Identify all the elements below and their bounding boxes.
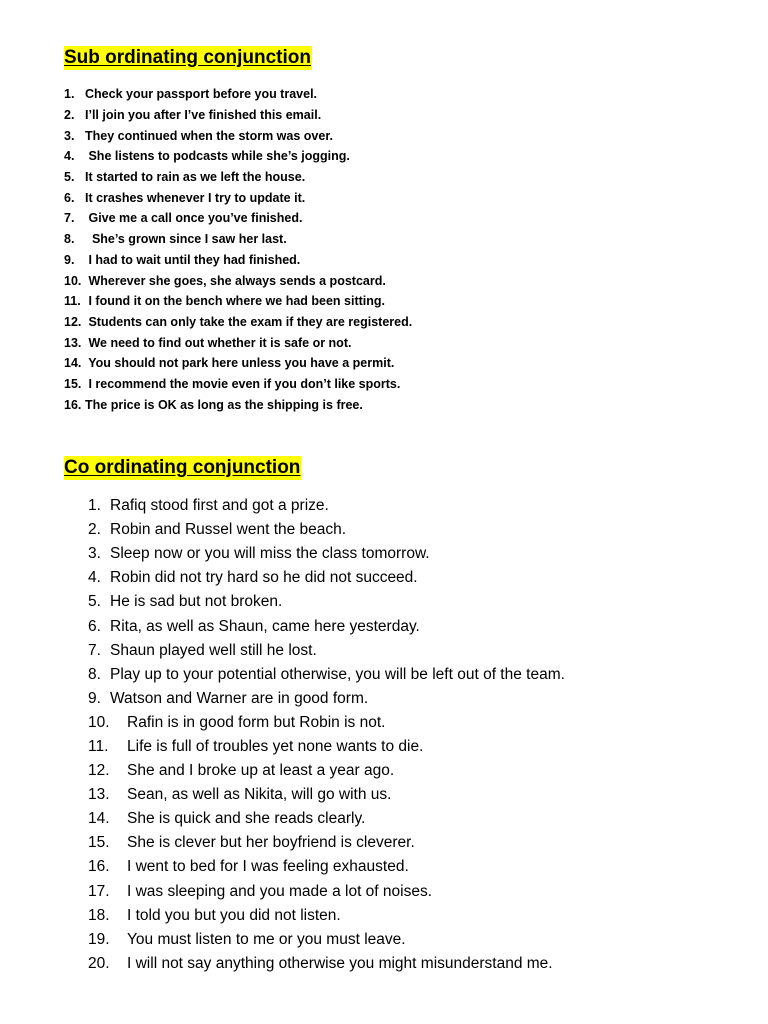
item-number: 3.: [88, 545, 101, 563]
item-number: 19.: [88, 930, 110, 948]
item-text: I told you but you did not listen.: [127, 906, 341, 924]
item-number: 13.: [88, 786, 110, 804]
item-text: Wherever she goes, she always sends a postcard.: [85, 273, 386, 288]
item-text: She and I broke up at least a year ago.: [127, 762, 395, 780]
item-text: I will not say anything otherwise you might misunderstand me.: [127, 954, 553, 972]
list-item: [88, 518, 565, 542]
item-number: 4.: [64, 149, 75, 164]
item-text: I went to bed for I was feeling exhausted.: [127, 858, 409, 876]
list-item: [88, 711, 565, 735]
item-number: 12.: [64, 314, 82, 329]
item-number: 17.: [88, 882, 110, 900]
item-text: Rita, as well as Shaun, came here yesterday.: [110, 617, 420, 635]
list-item: [64, 208, 412, 229]
item-number: 9.: [64, 252, 75, 267]
item-text: You must listen to me or you must leave.: [127, 930, 406, 948]
item-text: We need to find out whether it is safe or not.: [85, 335, 352, 350]
subordinating-list: [64, 84, 412, 415]
list-item: [64, 146, 412, 167]
list-item: [88, 783, 565, 807]
item-text: You should not park here unless you have a permit.: [85, 356, 395, 371]
list-item: [64, 312, 412, 333]
list-item: [88, 807, 565, 831]
item-number: 11.: [88, 737, 109, 755]
list-item: [88, 494, 565, 518]
list-item: [88, 542, 565, 566]
item-text: She is clever but her boyfriend is cleverer.: [127, 834, 415, 852]
item-text: I found it on the bench where we had been sitting.: [85, 294, 386, 309]
coordinating-list: [88, 494, 565, 976]
item-number: 2.: [64, 108, 75, 123]
item-number: 3.: [64, 128, 75, 143]
item-number: 4.: [88, 569, 101, 587]
item-number: 7.: [88, 641, 101, 659]
list-item: [88, 952, 565, 976]
item-text: Robin did not try hard so he did not succeed.: [110, 569, 418, 587]
item-text: Robin and Russel went the beach.: [110, 521, 347, 539]
list-item: [64, 125, 412, 146]
list-item: [88, 855, 565, 879]
item-text: She is quick and she reads clearly.: [127, 810, 366, 828]
item-text: They continued when the storm was over.: [85, 128, 333, 143]
list-item: [64, 105, 412, 126]
list-item: [88, 880, 565, 904]
item-number: 8.: [88, 665, 101, 683]
list-item: [64, 167, 412, 188]
item-number: 6.: [88, 617, 101, 635]
item-number: 14.: [64, 356, 82, 371]
item-text: The price is OK as long as the shipping is free.: [85, 397, 363, 412]
item-text: I was sleeping and you made a lot of noises.: [127, 882, 433, 900]
item-number: 10.: [64, 273, 82, 288]
list-item: [64, 84, 412, 105]
item-text: I recommend the movie even if you don’t like sports.: [85, 376, 401, 391]
item-text: It started to rain as we left the house.: [85, 170, 306, 185]
item-number: 1.: [88, 497, 101, 515]
subordinating-heading: Sub ordinating conjunction: [64, 47, 311, 68]
item-text: He is sad but not broken.: [110, 593, 283, 611]
item-number: 8.: [64, 232, 75, 247]
list-item: [64, 250, 412, 271]
list-item: [64, 270, 412, 291]
item-text: Give me a call once you’ve finished.: [85, 211, 303, 226]
item-number: 13.: [64, 335, 82, 350]
item-number: 10.: [88, 713, 110, 731]
list-item: [64, 353, 412, 374]
item-number: 20.: [88, 954, 110, 972]
item-text: She listens to podcasts while she’s jogging.: [85, 149, 350, 164]
item-number: 16.: [88, 858, 110, 876]
list-item: [88, 639, 565, 663]
list-item: [64, 394, 412, 415]
list-item: [88, 614, 565, 638]
item-text: Sean, as well as Nikita, will go with us.: [127, 786, 392, 804]
list-item: [64, 291, 412, 312]
item-number: 14.: [88, 810, 110, 828]
item-text: Play up to your potential otherwise, you will be left out of the team.: [110, 665, 565, 683]
item-text: I had to wait until they had finished.: [85, 252, 301, 267]
list-item: [88, 566, 565, 590]
coordinating-heading: Co ordinating conjunction: [64, 457, 301, 478]
item-text: Check your passport before you travel.: [85, 87, 318, 102]
item-text: Rafin is in good form but Robin is not.: [127, 713, 386, 731]
item-text: Shaun played well still he lost.: [110, 641, 317, 659]
item-number: 12.: [88, 762, 110, 780]
list-item: [64, 374, 412, 395]
item-text: It crashes whenever I try to update it.: [85, 190, 306, 205]
list-item: [64, 187, 412, 208]
item-text: I’ll join you after I’ve finished this email.: [85, 108, 322, 123]
item-number: 5.: [64, 170, 75, 185]
item-number: 9.: [88, 689, 101, 707]
list-item: [64, 229, 412, 250]
list-item: [88, 590, 565, 614]
item-number: 15.: [88, 834, 110, 852]
item-number: 15.: [64, 376, 82, 391]
list-item: [88, 759, 565, 783]
item-text: Rafiq stood first and got a prize.: [110, 497, 329, 515]
item-number: 1.: [64, 87, 75, 102]
list-item: [88, 735, 565, 759]
item-number: 11.: [64, 294, 81, 309]
item-text: Watson and Warner are in good form.: [110, 689, 369, 707]
item-text: She’s grown since I saw her last.: [85, 232, 287, 247]
item-number: 5.: [88, 593, 101, 611]
item-number: 18.: [88, 906, 110, 924]
list-item: [88, 831, 565, 855]
list-item: [88, 663, 565, 687]
item-number: 2.: [88, 521, 101, 539]
list-item: [88, 687, 565, 711]
item-text: Students can only take the exam if they are registered.: [85, 314, 413, 329]
list-item: [64, 332, 412, 353]
item-number: 7.: [64, 211, 75, 226]
list-item: [88, 928, 565, 952]
list-item: [88, 904, 565, 928]
item-number: 16.: [64, 397, 82, 412]
item-number: 6.: [64, 190, 75, 205]
item-text: Life is full of troubles yet none wants to die.: [127, 737, 424, 755]
item-text: Sleep now or you will miss the class tomorrow.: [110, 545, 430, 563]
